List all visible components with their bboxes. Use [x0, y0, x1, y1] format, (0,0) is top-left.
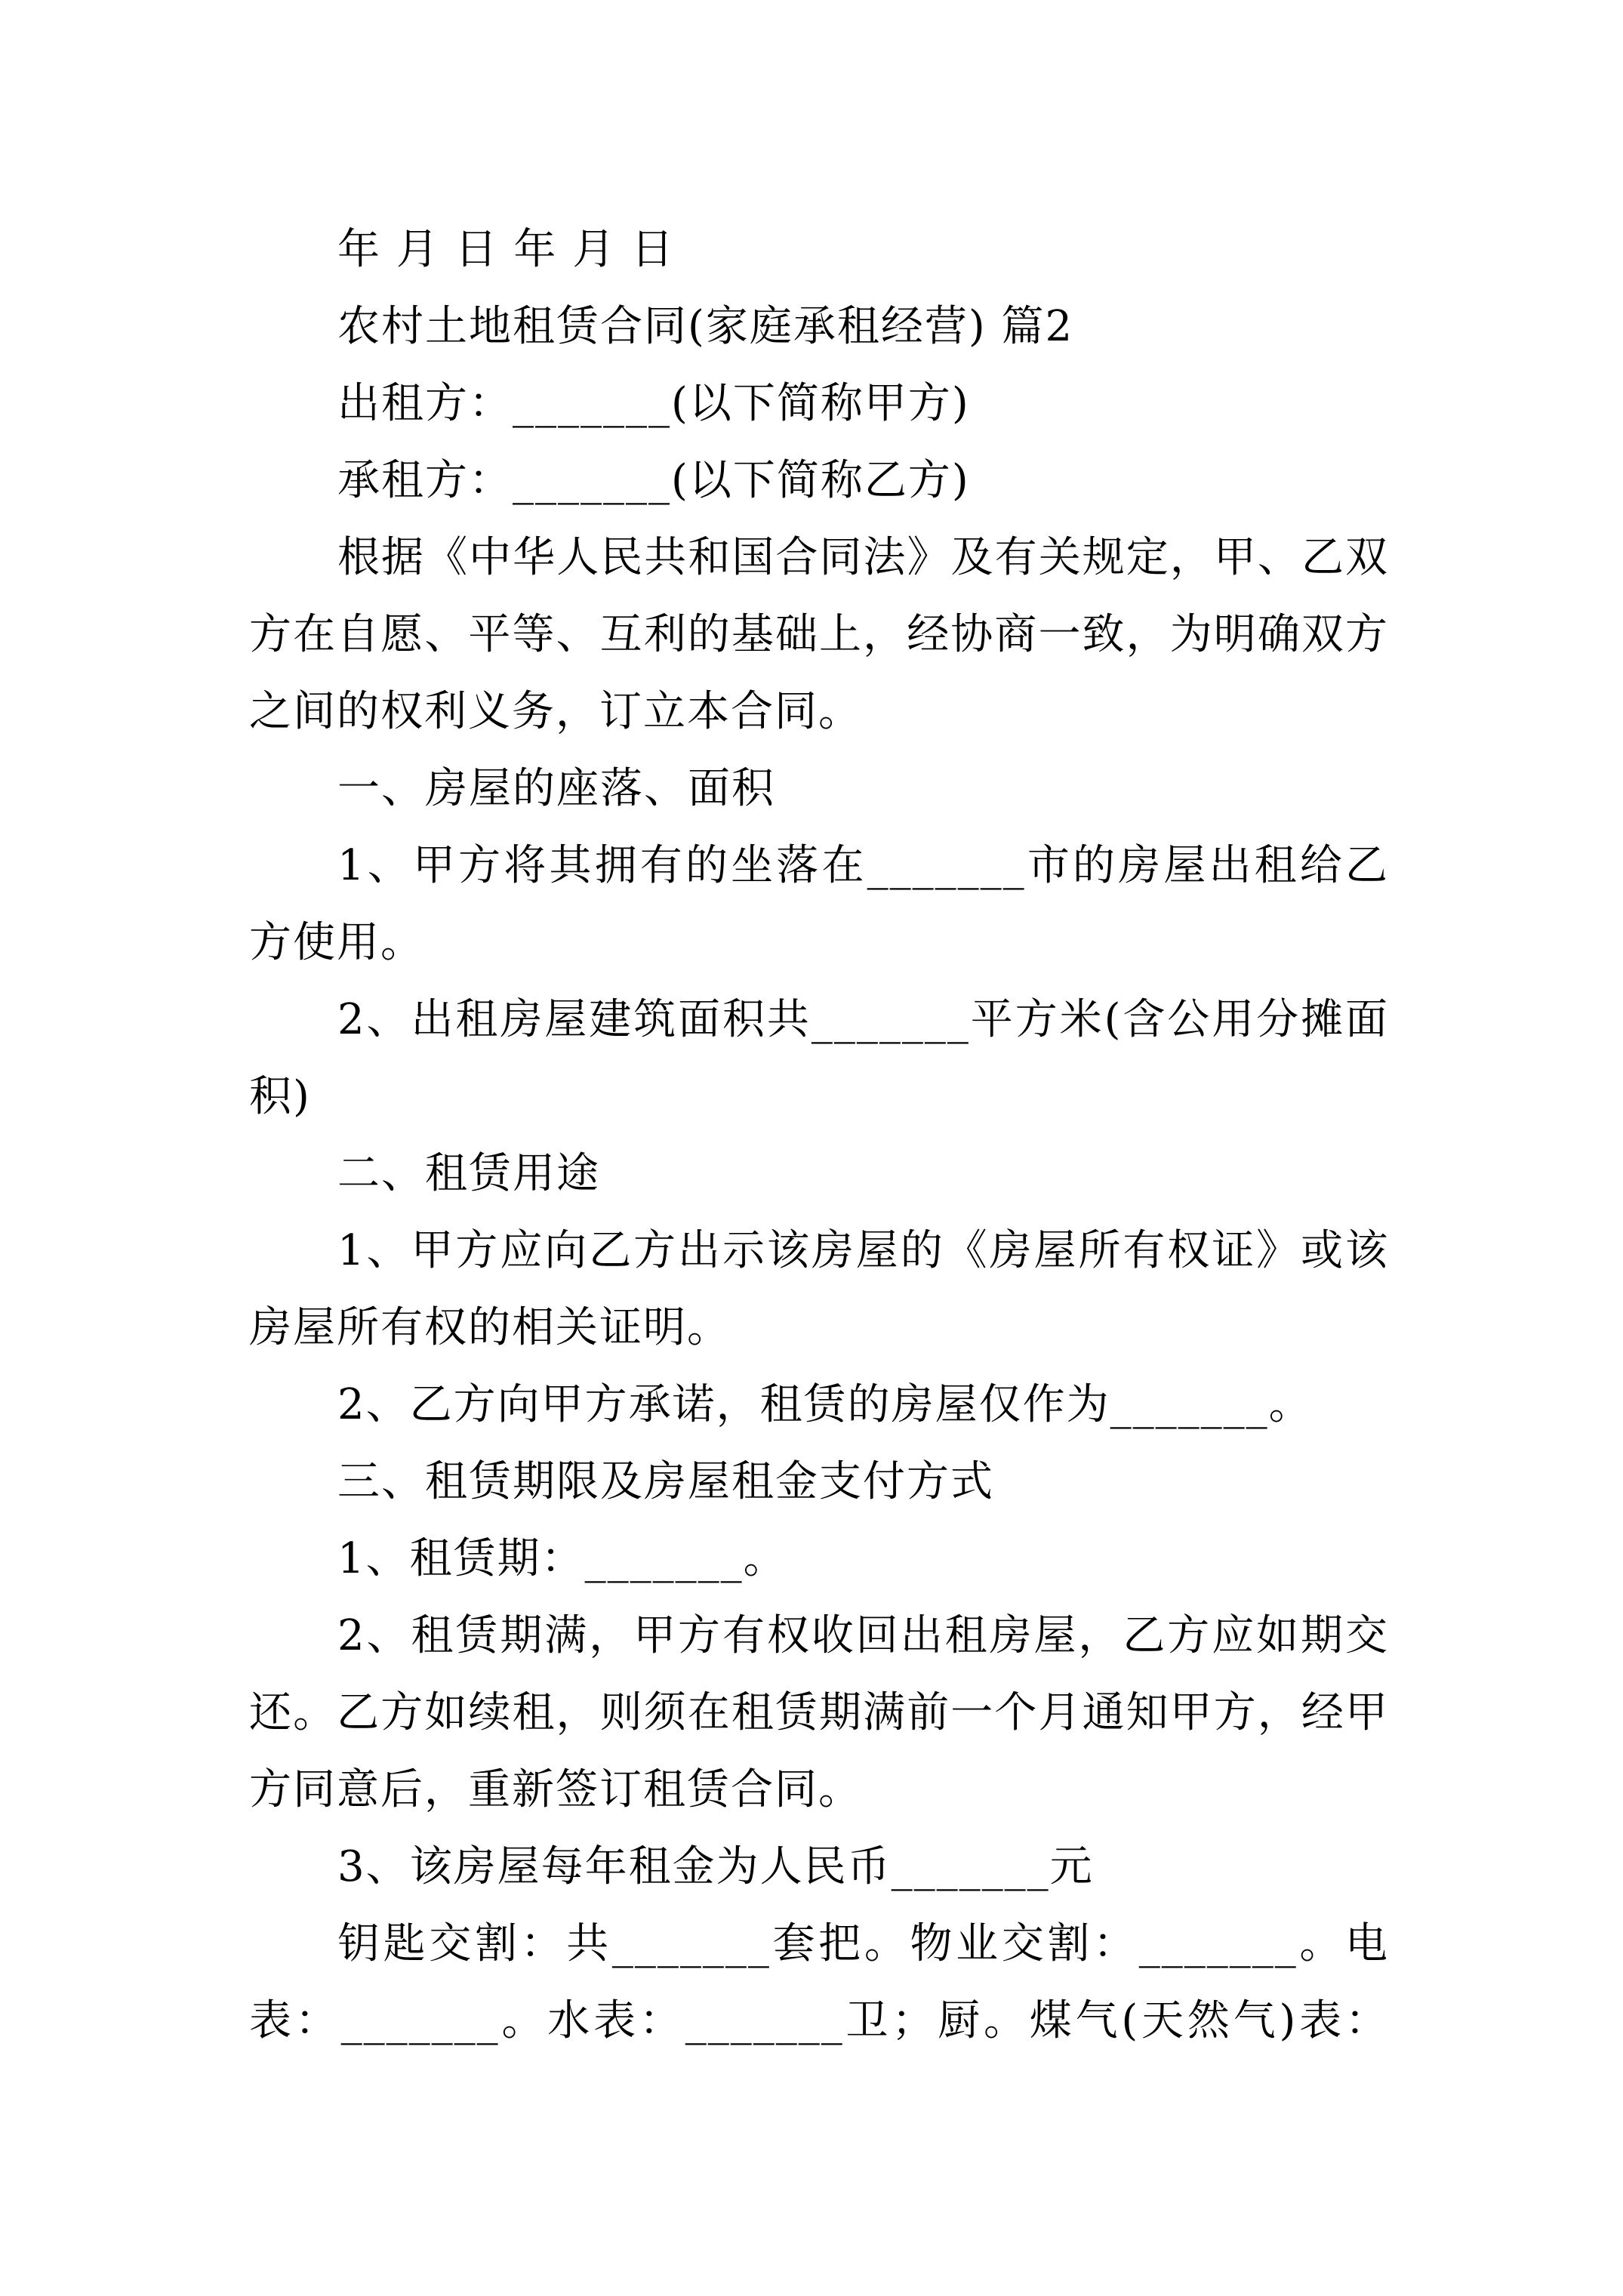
clause-location: 1、甲方将其拥有的坐落在_______市的房屋出租给乙方使用。: [249, 841, 1389, 967]
section-heading-term-rent: 三、租赁期限及房屋租金支付方式: [337, 1457, 994, 1506]
section-heading-location: 一、房屋的座落、面积: [337, 764, 775, 813]
date-line: 年 月 日 年 月 日: [337, 225, 676, 274]
clause-usage-promise: 2、乙方向甲方承诺，租赁的房屋仅作为_______。: [337, 1380, 1313, 1429]
section-heading-purpose: 二、租赁用途: [337, 1149, 600, 1198]
document-body: [249, 211, 1389, 2060]
lessee-line: 承租方：_______(以下简称乙方): [337, 456, 970, 505]
clause-term: 1、租赁期：_______。: [337, 1534, 787, 1583]
lessor-line: 出租方：_______(以下简称甲方): [337, 379, 970, 428]
clause-area: 2、出租房屋建筑面积共_______平方米(含公用分摊面积): [249, 995, 1389, 1121]
clause-handover: 钥匙交割：共_______套把。物业交割：_______。电表：_______。水表：_______卫；厨。煤气(天然气)表：: [249, 1919, 1390, 2045]
clause-ownership-proof: 1、甲方应向乙方出示该房屋的《房屋所有权证》或该房屋所有权的相关证明。: [249, 1226, 1389, 1352]
clause-renewal: 2、租赁期满，甲方有权收回出租房屋，乙方应如期交还。乙方如续租，则须在租赁期满前一个月通知甲方，经甲方同意后，重新签订租赁合同。: [249, 1611, 1389, 1814]
preamble-paragraph: 根据《中华人民共和国合同法》及有关规定，甲、乙双方在自愿、平等、互利的基础上，经协商一致，为明确双方之间的权利义务，订立本合同。: [249, 533, 1389, 736]
contract-title: 农村土地租赁合同(家庭承租经营) 篇2: [337, 302, 1074, 351]
clause-annual-rent: 3、该房屋每年租金为人民币_______元: [337, 1842, 1094, 1891]
